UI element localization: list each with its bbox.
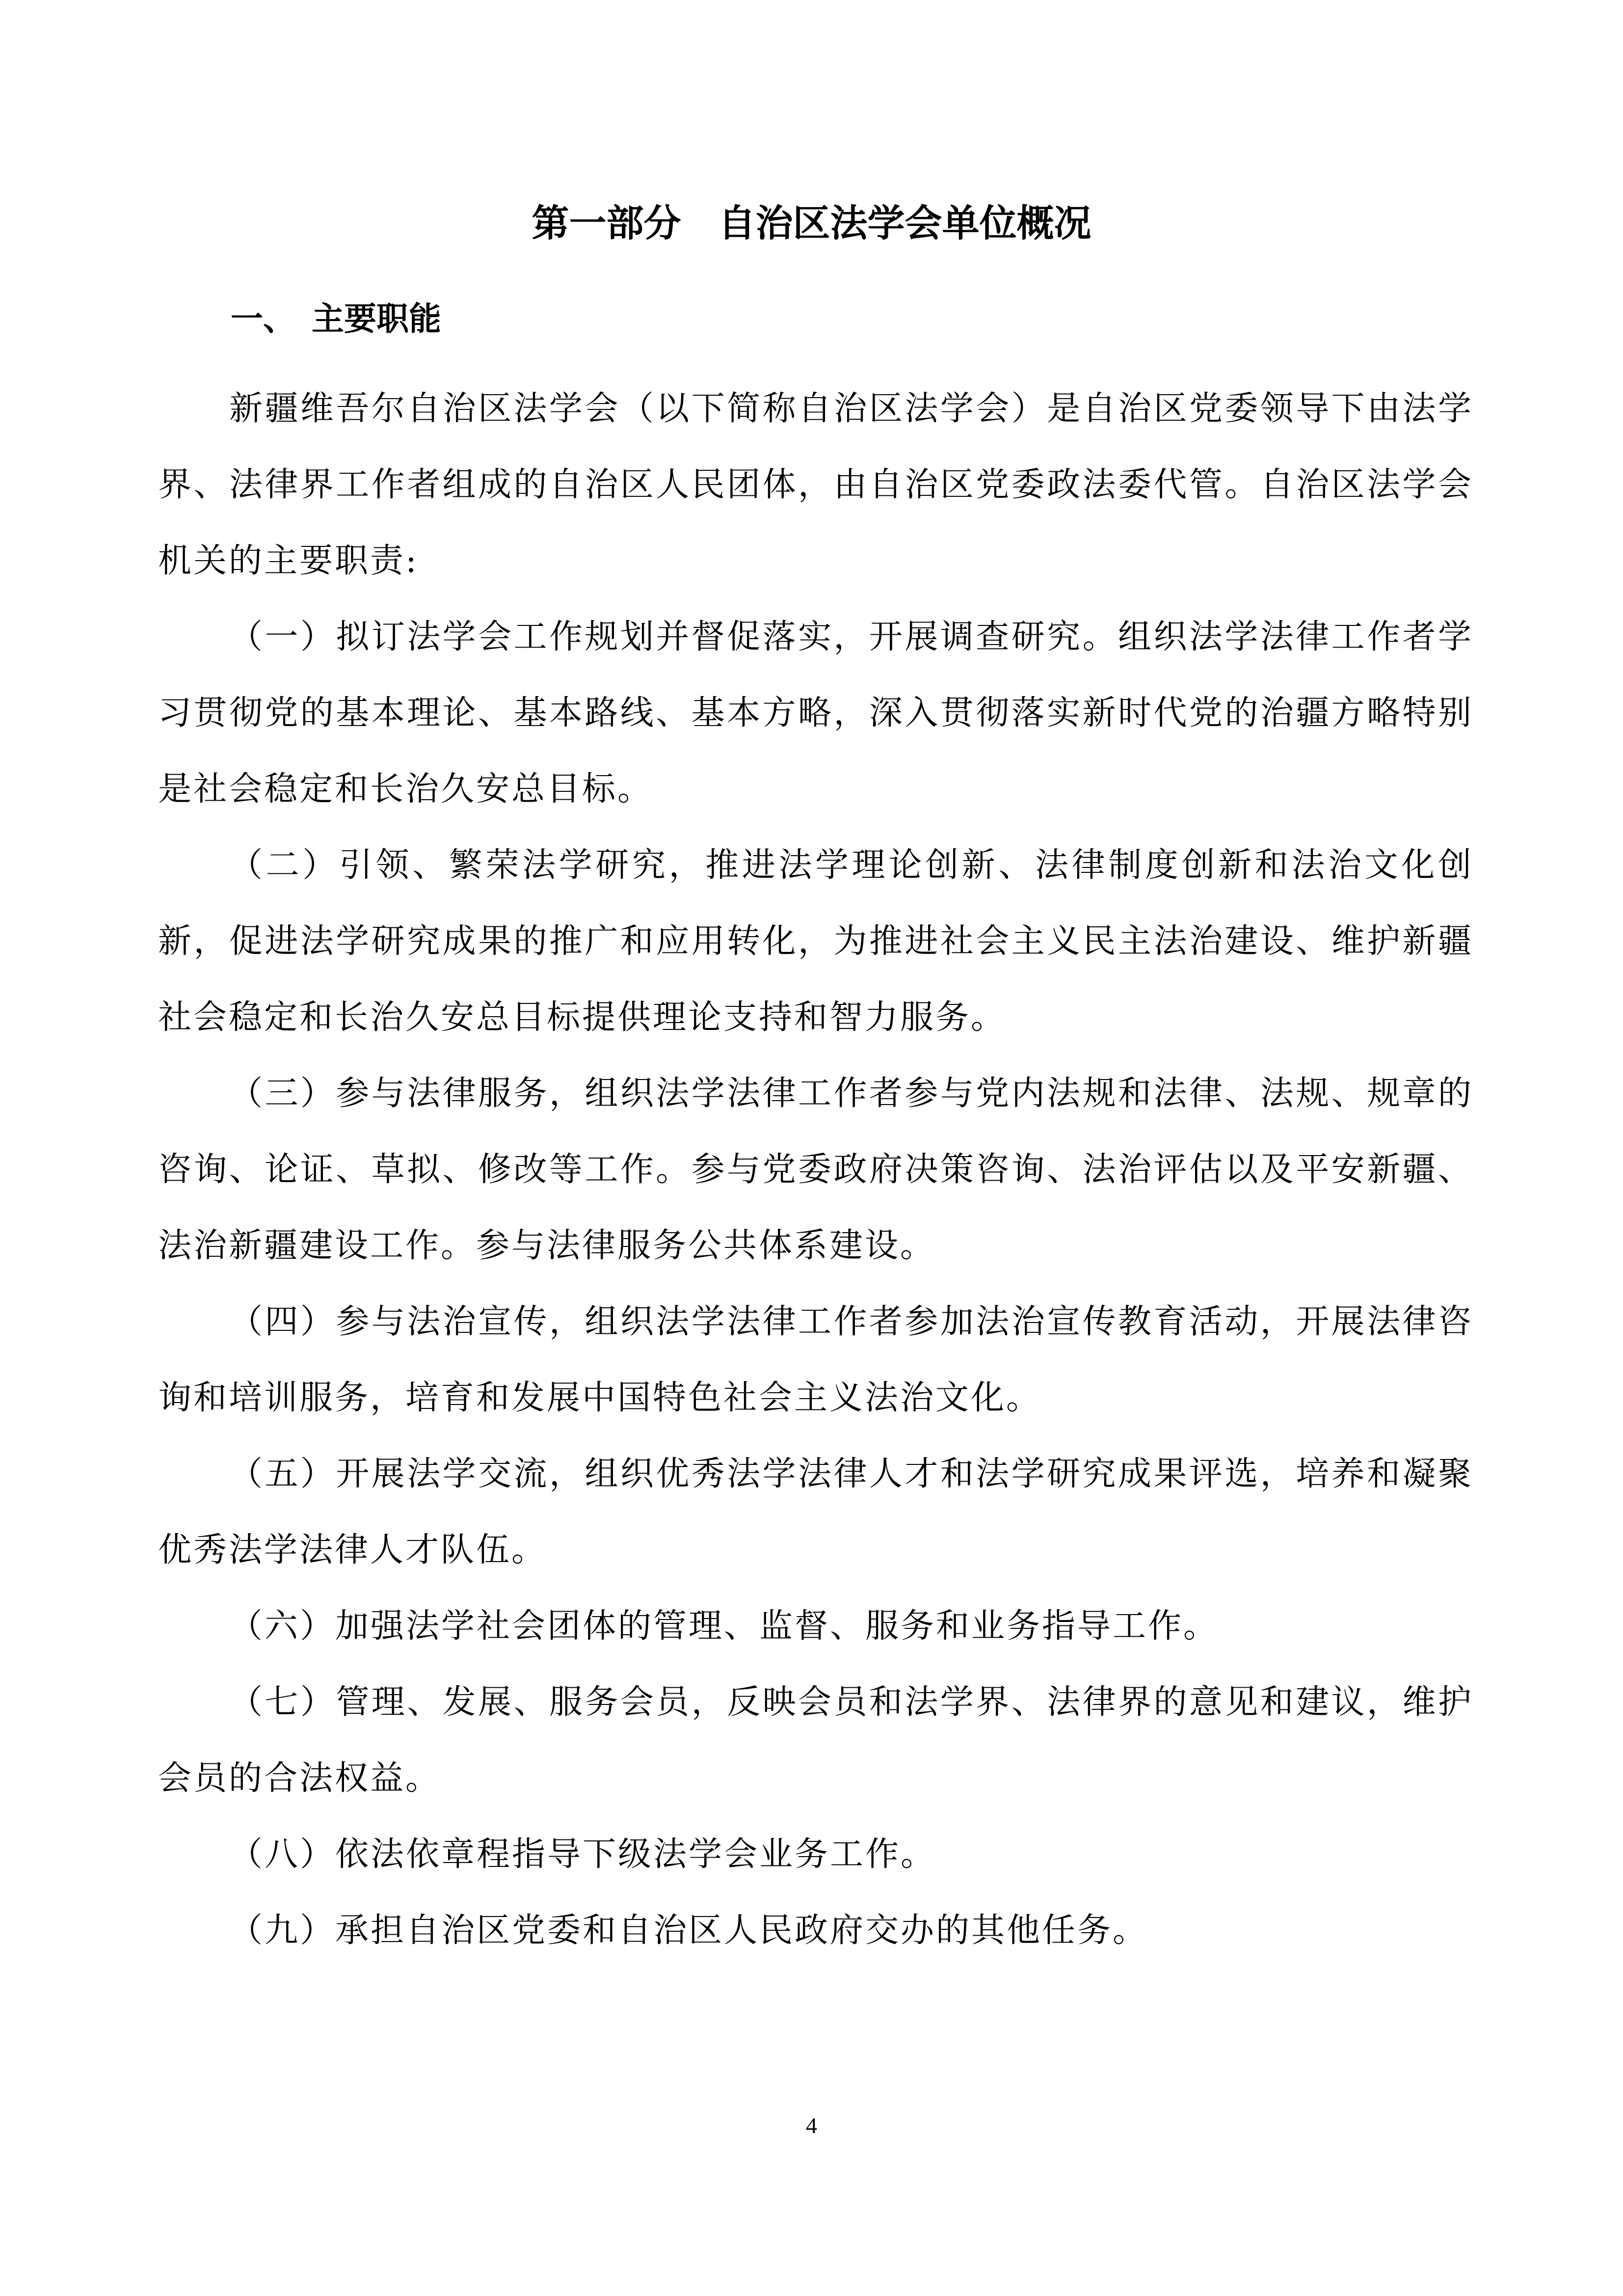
- paragraph-duty-4: （四）参与法治宣传，组织法学法律工作者参加法治宣传教育活动，开展法律咨询和培训服务，培育和发展中国特色社会主义法治文化。: [158, 1302, 1473, 1417]
- paragraph-duty-3: （三）参与法律服务，组织法学法律工作者参与党内法规和法律、法规、规章的咨询、论证、草拟、修改等工作。参与党委政府决策咨询、法治评估以及平安新疆、法治新疆建设工作。参与法律服务公共体系建设。: [158, 1074, 1473, 1265]
- paragraph-duty-6: （六）加强法学社会团体的管理、监督、服务和业务指导工作。: [229, 1607, 1219, 1646]
- paragraph-duty-5: （五）开展法学交流，组织优秀法学法律人才和法学研究成果评选，培养和凝聚优秀法学法律人才队伍。: [158, 1455, 1473, 1569]
- paragraph-duty-1: （一）拟订法学会工作规划并督促落实，开展调查研究。组织法学法律工作者学习贯彻党的基本理论、基本路线、基本方略，深入贯彻落实新时代党的治疆方略特别是社会稳定和长治久安总目标。: [158, 618, 1473, 809]
- paragraph-duty-8: （八）依法依章程指导下级法学会业务工作。: [229, 1835, 936, 1874]
- document-title: 第一部分 自治区法学会单位概况: [532, 201, 1091, 245]
- section-heading: 一、 主要职能: [231, 300, 441, 338]
- paragraph-duty-7: （七）管理、发展、服务会员，反映会员和法学界、法律界的意见和建议，维护会员的合法权益。: [158, 1683, 1473, 1798]
- paragraph-duty-9: （九）承担自治区党委和自治区人民政府交办的其他任务。: [229, 1911, 1148, 1950]
- paragraph-duty-2: （二）引领、繁荣法学研究，推进法学理论创新、法律制度创新和法治文化创新，促进法学研究成果的推广和应用转化，为推进社会主义民主法治建设、维护新疆社会稳定和长治久安总目标提供理论支持和智力服务。: [158, 846, 1473, 1037]
- document-body: [158, 371, 1473, 1969]
- page-number: 4: [806, 2113, 817, 2138]
- paragraph-intro: 新疆维吾尔自治区法学会（以下简称自治区法学会）是自治区党委领导下由法学界、法律界工作者组成的自治区人民团体，由自治区党委政法委代管。自治区法学会机关的主要职责:: [158, 389, 1473, 580]
